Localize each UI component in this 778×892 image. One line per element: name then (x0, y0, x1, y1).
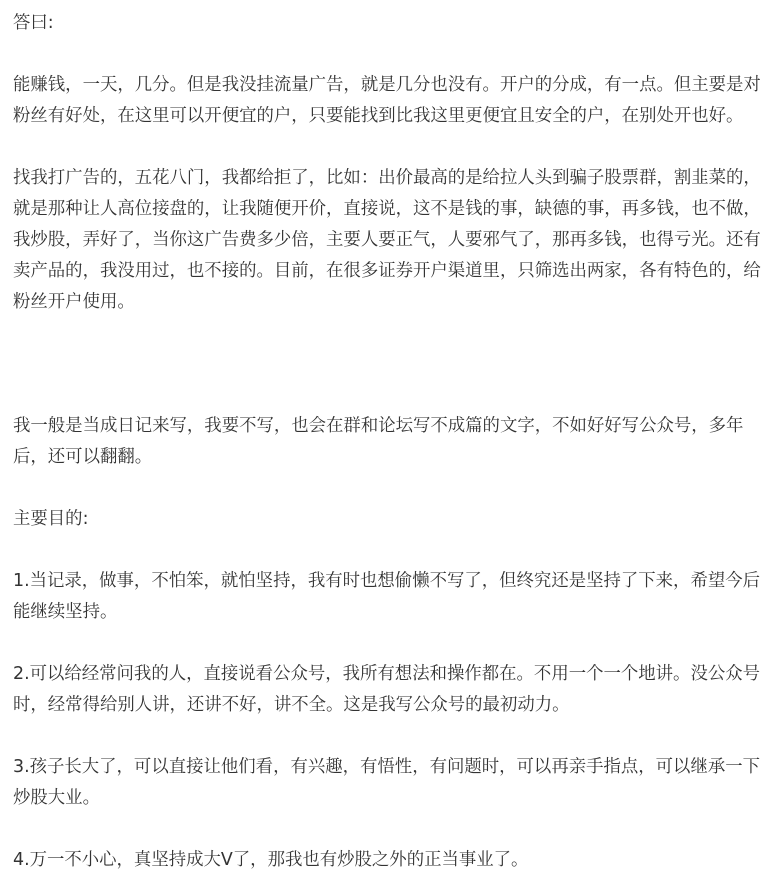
answer-heading: 答曰: (13, 13, 54, 33)
section-gap (13, 349, 765, 411)
purpose-item-3: 3.孩子长大了，可以直接让他们看，有兴趣，有悟性，有问题时，可以再亲手指点，可以继承一下炒股大业。 (13, 757, 761, 808)
paragraph-diary: 我一般是当成日记来写，我要不写，也会在群和论坛写不成篇的文字，不如好好写公众号，多年后，还可以翻翻。 (13, 416, 744, 467)
paragraph-earnings: 能赚钱，一天，几分。但是我没挂流量广告，就是几分也没有。开户的分成，有一点。但主要是对粉丝有好处，在这里可以开便宜的户，只要能找到比我这里更便宜且安全的户，在别处开也好。 (13, 75, 761, 126)
article-body (13, 8, 765, 876)
purpose-item-2: 2.可以给经常问我的人，直接说看公众号，我所有想法和操作都在。不用一个一个地讲。没公众号时，经常得给别人讲，还讲不好，讲不全。这是我写公众号的最初动力。 (13, 664, 761, 715)
purpose-item-1: 1.当记录，做事，不怕笨，就怕坚持，我有时也想偷懒不写了，但终究还是坚持了下来，希望今后能继续坚持。 (13, 571, 761, 622)
purpose-heading: 主要目的: (13, 509, 89, 529)
purpose-item-4: 4.万一不小心，真坚持成大V了，那我也有炒股之外的正当事业了。 (13, 850, 529, 870)
paragraph-ads: 找我打广告的，五花八门，我都给拒了，比如：出价最高的是给拉人头到骗子股票群，割韭菜的，就是那种让人高位接盘的，让我随便开价，直接说，这不是钱的事，缺德的事，再多钱，也不做，我炒股，弄好了，当你这广告费多少倍，主要人要正气，人要邪气了，那再多钱，也得亏光。还有卖产品的，我没用过，也不接的。目前，在很多证券开户渠道里，只筛选出两家，各有特色的，给粉丝开户使用。 (13, 168, 761, 312)
